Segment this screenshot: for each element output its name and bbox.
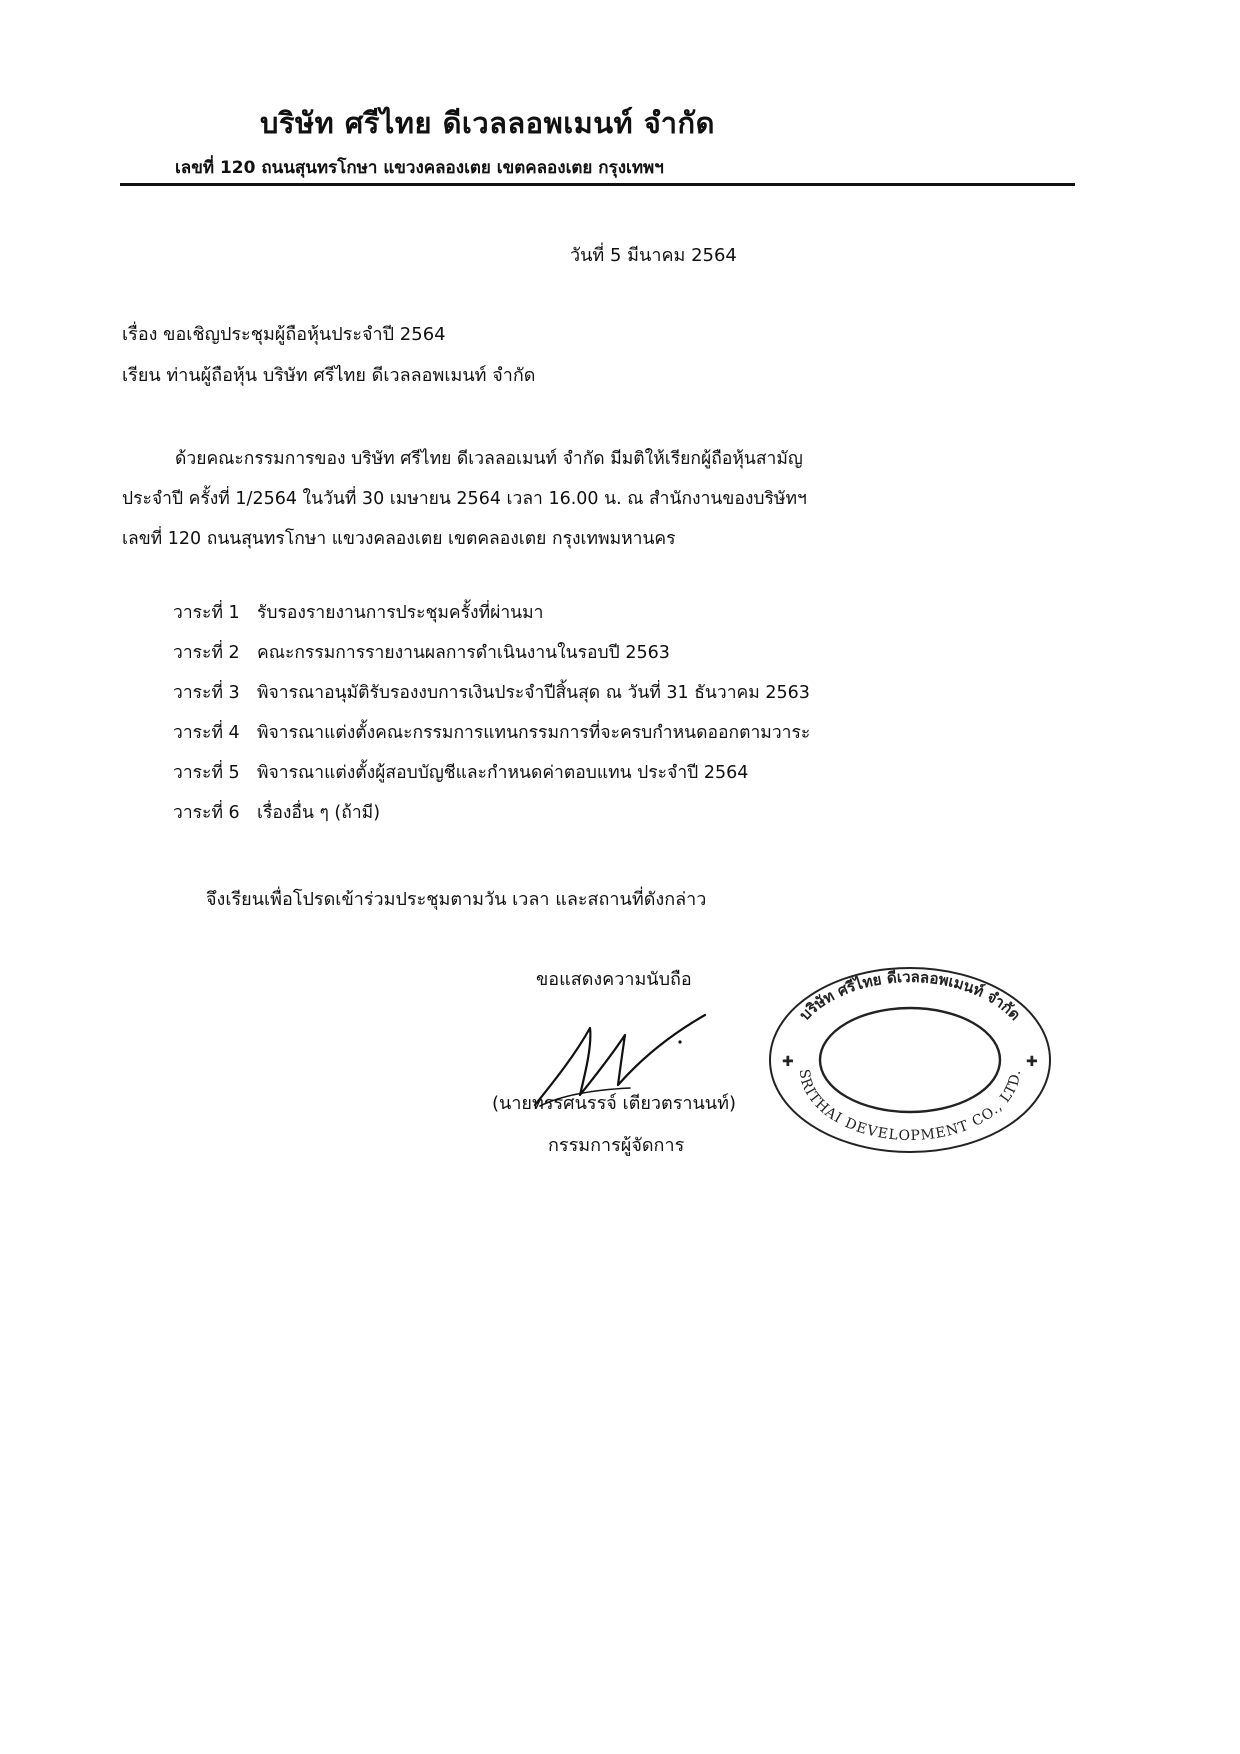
regards-text: ขอแสดงความนับถือ <box>536 969 692 990</box>
body-paragraph-line: ประจำปี ครั้งที่ 1/2564 ในวันที่ 30 เมษายน 2564 เวลา 16.00 น. ณ สำนักงานของบริษัทฯ <box>122 489 807 509</box>
stamp-star-icon: ✚ <box>1026 1054 1038 1070</box>
agenda-text: พิจารณาแต่งตั้งคณะกรรมการแทนกรรมการที่จะครบกำหนดออกตามวาระ <box>257 723 811 743</box>
agenda-number: วาระที่ 5 <box>173 763 240 783</box>
closing-text: จึงเรียนเพื่อโปรดเข้าร่วมประชุมตามวัน เวลา และสถานที่ดังกล่าว <box>206 889 707 910</box>
agenda-number: วาระที่ 2 <box>173 643 240 663</box>
agenda-number: วาระที่ 4 <box>173 723 240 743</box>
agenda-number: วาระที่ 6 <box>173 803 240 823</box>
letter-date: วันที่ 5 มีนาคม 2564 <box>570 245 737 266</box>
svg-text:SRITHAI DEVELOPMENT CO., LTD. <box>796 1068 1024 1144</box>
signer-name: (นายทรรศนรรจ์ เตียวตรานนท์) <box>492 1093 736 1114</box>
agenda-text: รับรองรายงานการประชุมครั้งที่ผ่านมา <box>257 603 544 623</box>
company-address: เลขที่ 120 ถนนสุนทรโกษา แขวงคลองเตย เขตคลองเตย กรุงเทพฯ <box>175 158 664 178</box>
agenda-item <box>173 638 810 678</box>
body-paragraph-line: ด้วยคณะกรรมการของ บริษัท ศรีไทย ดีเวลลอเมนท์ จำกัด มีมติให้เรียกผู้ถือหุ้นสามัญ <box>175 449 803 469</box>
agenda-number: วาระที่ 1 <box>173 603 240 623</box>
letter-subject: เรื่อง ขอเชิญประชุมผู้ถือหุ้นประจำปี 2564 <box>122 324 446 345</box>
agenda-text: พิจารณาอนุมัติรับรองงบการเงินประจำปีสิ้นสุด ณ วันที่ 31 ธันวาคม 2563 <box>257 683 810 703</box>
agenda-text: คณะกรรมการรายงานผลการดำเนินงานในรอบปี 2563 <box>257 643 670 663</box>
svg-text:บริษัท ศรีไทย ดีเวลลอพเมนท์ จำ <box>796 968 1024 1024</box>
agenda-item <box>173 678 810 718</box>
signer-title: กรรมการผู้จัดการ <box>548 1135 685 1156</box>
letter-recipient: เรียน ท่านผู้ถือหุ้น บริษัท ศรีไทย ดีเวลลอพเมนท์ จำกัด <box>122 365 536 386</box>
agenda-list <box>173 598 810 838</box>
agenda-item <box>173 718 810 758</box>
agenda-text: พิจารณาแต่งตั้งผู้สอบบัญชีและกำหนดค่าตอบแทน ประจำปี 2564 <box>257 763 749 783</box>
agenda-item <box>173 758 810 798</box>
stamp-star-icon: ✚ <box>782 1054 794 1070</box>
header-divider <box>120 183 1075 186</box>
company-name: บริษัท ศรีไทย ดีเวลลอพเมนท์ จำกัด <box>260 106 715 140</box>
company-seal-stamp <box>760 960 1060 1160</box>
agenda-item <box>173 798 810 838</box>
stamp-top-text: บริษัท ศรีไทย ดีเวลลอพเมนท์ จำกัด <box>795 967 1025 1025</box>
stamp-bottom-text: SRITHAI DEVELOPMENT CO., LTD. <box>795 1068 1025 1145</box>
agenda-item <box>173 598 810 638</box>
body-paragraph-line: เลขที่ 120 ถนนสุนทรโกษา แขวงคลองเตย เขตคลองเตย กรุงเทพมหานคร <box>122 529 676 549</box>
agenda-number: วาระที่ 3 <box>173 683 240 703</box>
agenda-text: เรื่องอื่น ๆ (ถ้ามี) <box>257 803 381 823</box>
